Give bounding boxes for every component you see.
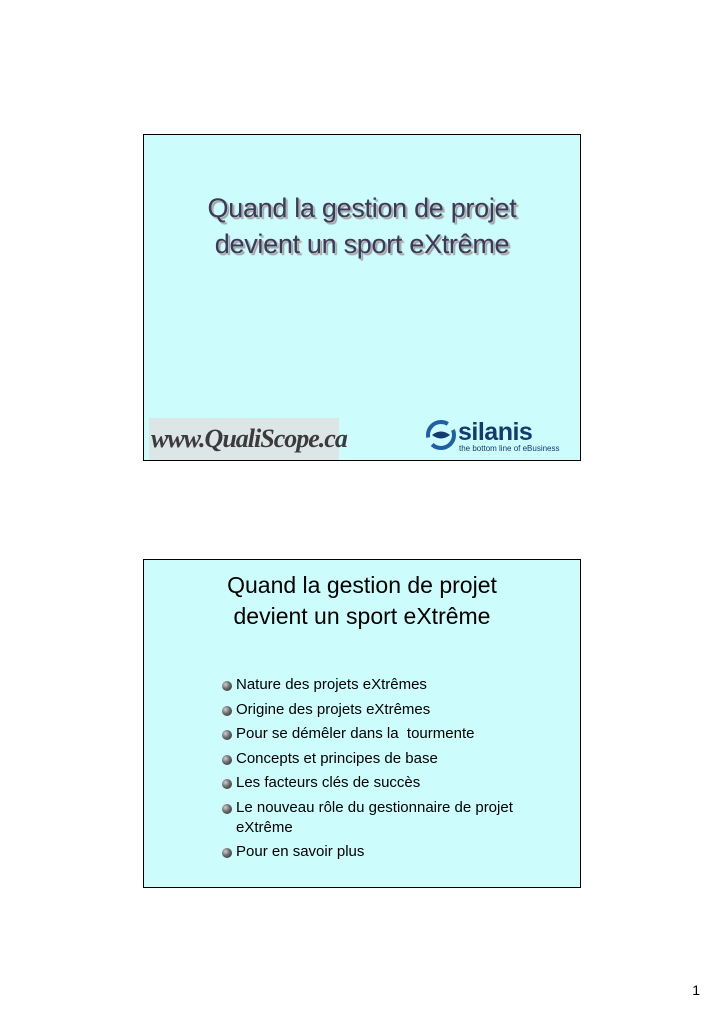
bullet-icon: [222, 706, 232, 716]
bullet-icon: [222, 730, 232, 740]
bullet-icon: [222, 755, 232, 765]
list-item: Concepts et principes de base: [222, 749, 572, 769]
list-item: Nature des projets eXtrêmes: [222, 675, 572, 695]
qualiscope-logo: www.QualiScope.ca: [149, 418, 339, 460]
bullet-icon: [222, 848, 232, 858]
bullet-list: [222, 675, 572, 867]
list-item: Pour se démêler dans la tourmente: [222, 724, 572, 744]
list-item: Les facteurs clés de succès: [222, 773, 572, 793]
page-number: 1: [692, 982, 700, 998]
slide-2-title: Quand la gestion de projet devient un sport eXtrême: [227, 572, 497, 629]
bullet-icon: [222, 779, 232, 789]
list-item: Origine des projets eXtrêmes: [222, 700, 572, 720]
silanis-logo-name: silanis: [458, 418, 533, 446]
list-item: Pour en savoir plus: [222, 842, 572, 862]
bullet-icon: [222, 804, 232, 814]
list-item: Le nouveau rôle du gestionnaire de projet eXtrême: [222, 798, 572, 838]
slide-2: [143, 559, 581, 888]
bullet-icon: [222, 681, 232, 691]
silanis-swirl-icon: [426, 420, 456, 450]
slide-1-title: Quand la gestion de projet devient un sport eXtrême: [207, 193, 517, 259]
silanis-logo: [426, 417, 571, 457]
slide-1: [143, 134, 581, 461]
silanis-logo-tagline: the bottom line of eBusiness: [459, 444, 560, 453]
